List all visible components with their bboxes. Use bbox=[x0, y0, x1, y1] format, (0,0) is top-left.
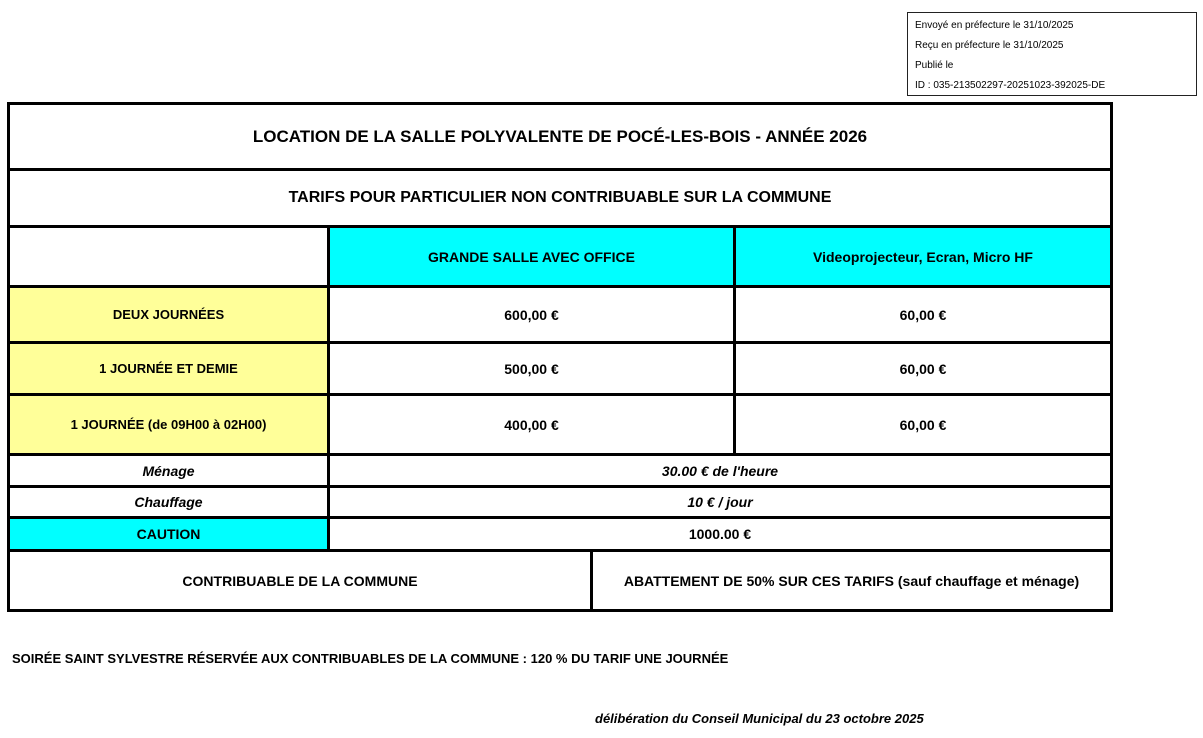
row-label: 1 JOURNÉE ET DEMIE bbox=[7, 341, 330, 396]
extra-value-caution: 1000.00 € bbox=[327, 516, 1113, 552]
stamp-sent: Envoyé en préfecture le 31/10/2025 bbox=[915, 20, 1074, 31]
row-video-price: 60,00 € bbox=[733, 285, 1113, 344]
row-video-price: 60,00 € bbox=[733, 393, 1113, 456]
stamp-received: Reçu en préfecture le 31/10/2025 bbox=[915, 40, 1064, 51]
extra-label-caution: CAUTION bbox=[7, 516, 330, 552]
column-header-salle: GRANDE SALLE AVEC OFFICE bbox=[327, 225, 736, 288]
table-subtitle: TARIFS POUR PARTICULIER NON CONTRIBUABLE SUR LA COMMUNE bbox=[7, 168, 1113, 228]
deliberation-footer: délibération du Conseil Municipal du 23 octobre 2025 bbox=[595, 711, 924, 726]
extra-value-chauffage: 10 € / jour bbox=[327, 485, 1113, 519]
stamp-id: ID : 035-213502297-20251023-392025-DE bbox=[915, 80, 1106, 91]
saint-sylvestre-note: SOIRÉE SAINT SYLVESTRE RÉSERVÉE AUX CONTRIBUABLES DE LA COMMUNE : 120 % DU TARIF UNE JOURNÉE bbox=[12, 651, 729, 666]
extra-value-menage: 30.00 € de l'heure bbox=[327, 453, 1113, 488]
column-header-video: Videoprojecteur, Ecran, Micro HF bbox=[733, 225, 1113, 288]
extra-label-chauffage: Chauffage bbox=[7, 485, 330, 519]
row-video-price: 60,00 € bbox=[733, 341, 1113, 396]
row-label: 1 JOURNÉE (de 09H00 à 02H00) bbox=[7, 393, 330, 456]
row-salle-price: 400,00 € bbox=[327, 393, 736, 456]
header-empty-cell bbox=[7, 225, 330, 288]
contrib-label: CONTRIBUABLE DE LA COMMUNE bbox=[7, 549, 593, 612]
extra-label-menage: Ménage bbox=[7, 453, 330, 488]
prefecture-stamp bbox=[907, 12, 1197, 96]
contrib-value: ABATTEMENT DE 50% SUR CES TARIFS (sauf chauffage et ménage) bbox=[590, 549, 1113, 612]
pricing-table bbox=[7, 102, 1113, 612]
stamp-published: Publié le bbox=[915, 60, 954, 71]
table-title: LOCATION DE LA SALLE POLYVALENTE DE POCÉ-LES-BOIS - ANNÉE 2026 bbox=[7, 102, 1113, 171]
row-salle-price: 600,00 € bbox=[327, 285, 736, 344]
row-salle-price: 500,00 € bbox=[327, 341, 736, 396]
row-label: DEUX JOURNÉES bbox=[7, 285, 330, 344]
